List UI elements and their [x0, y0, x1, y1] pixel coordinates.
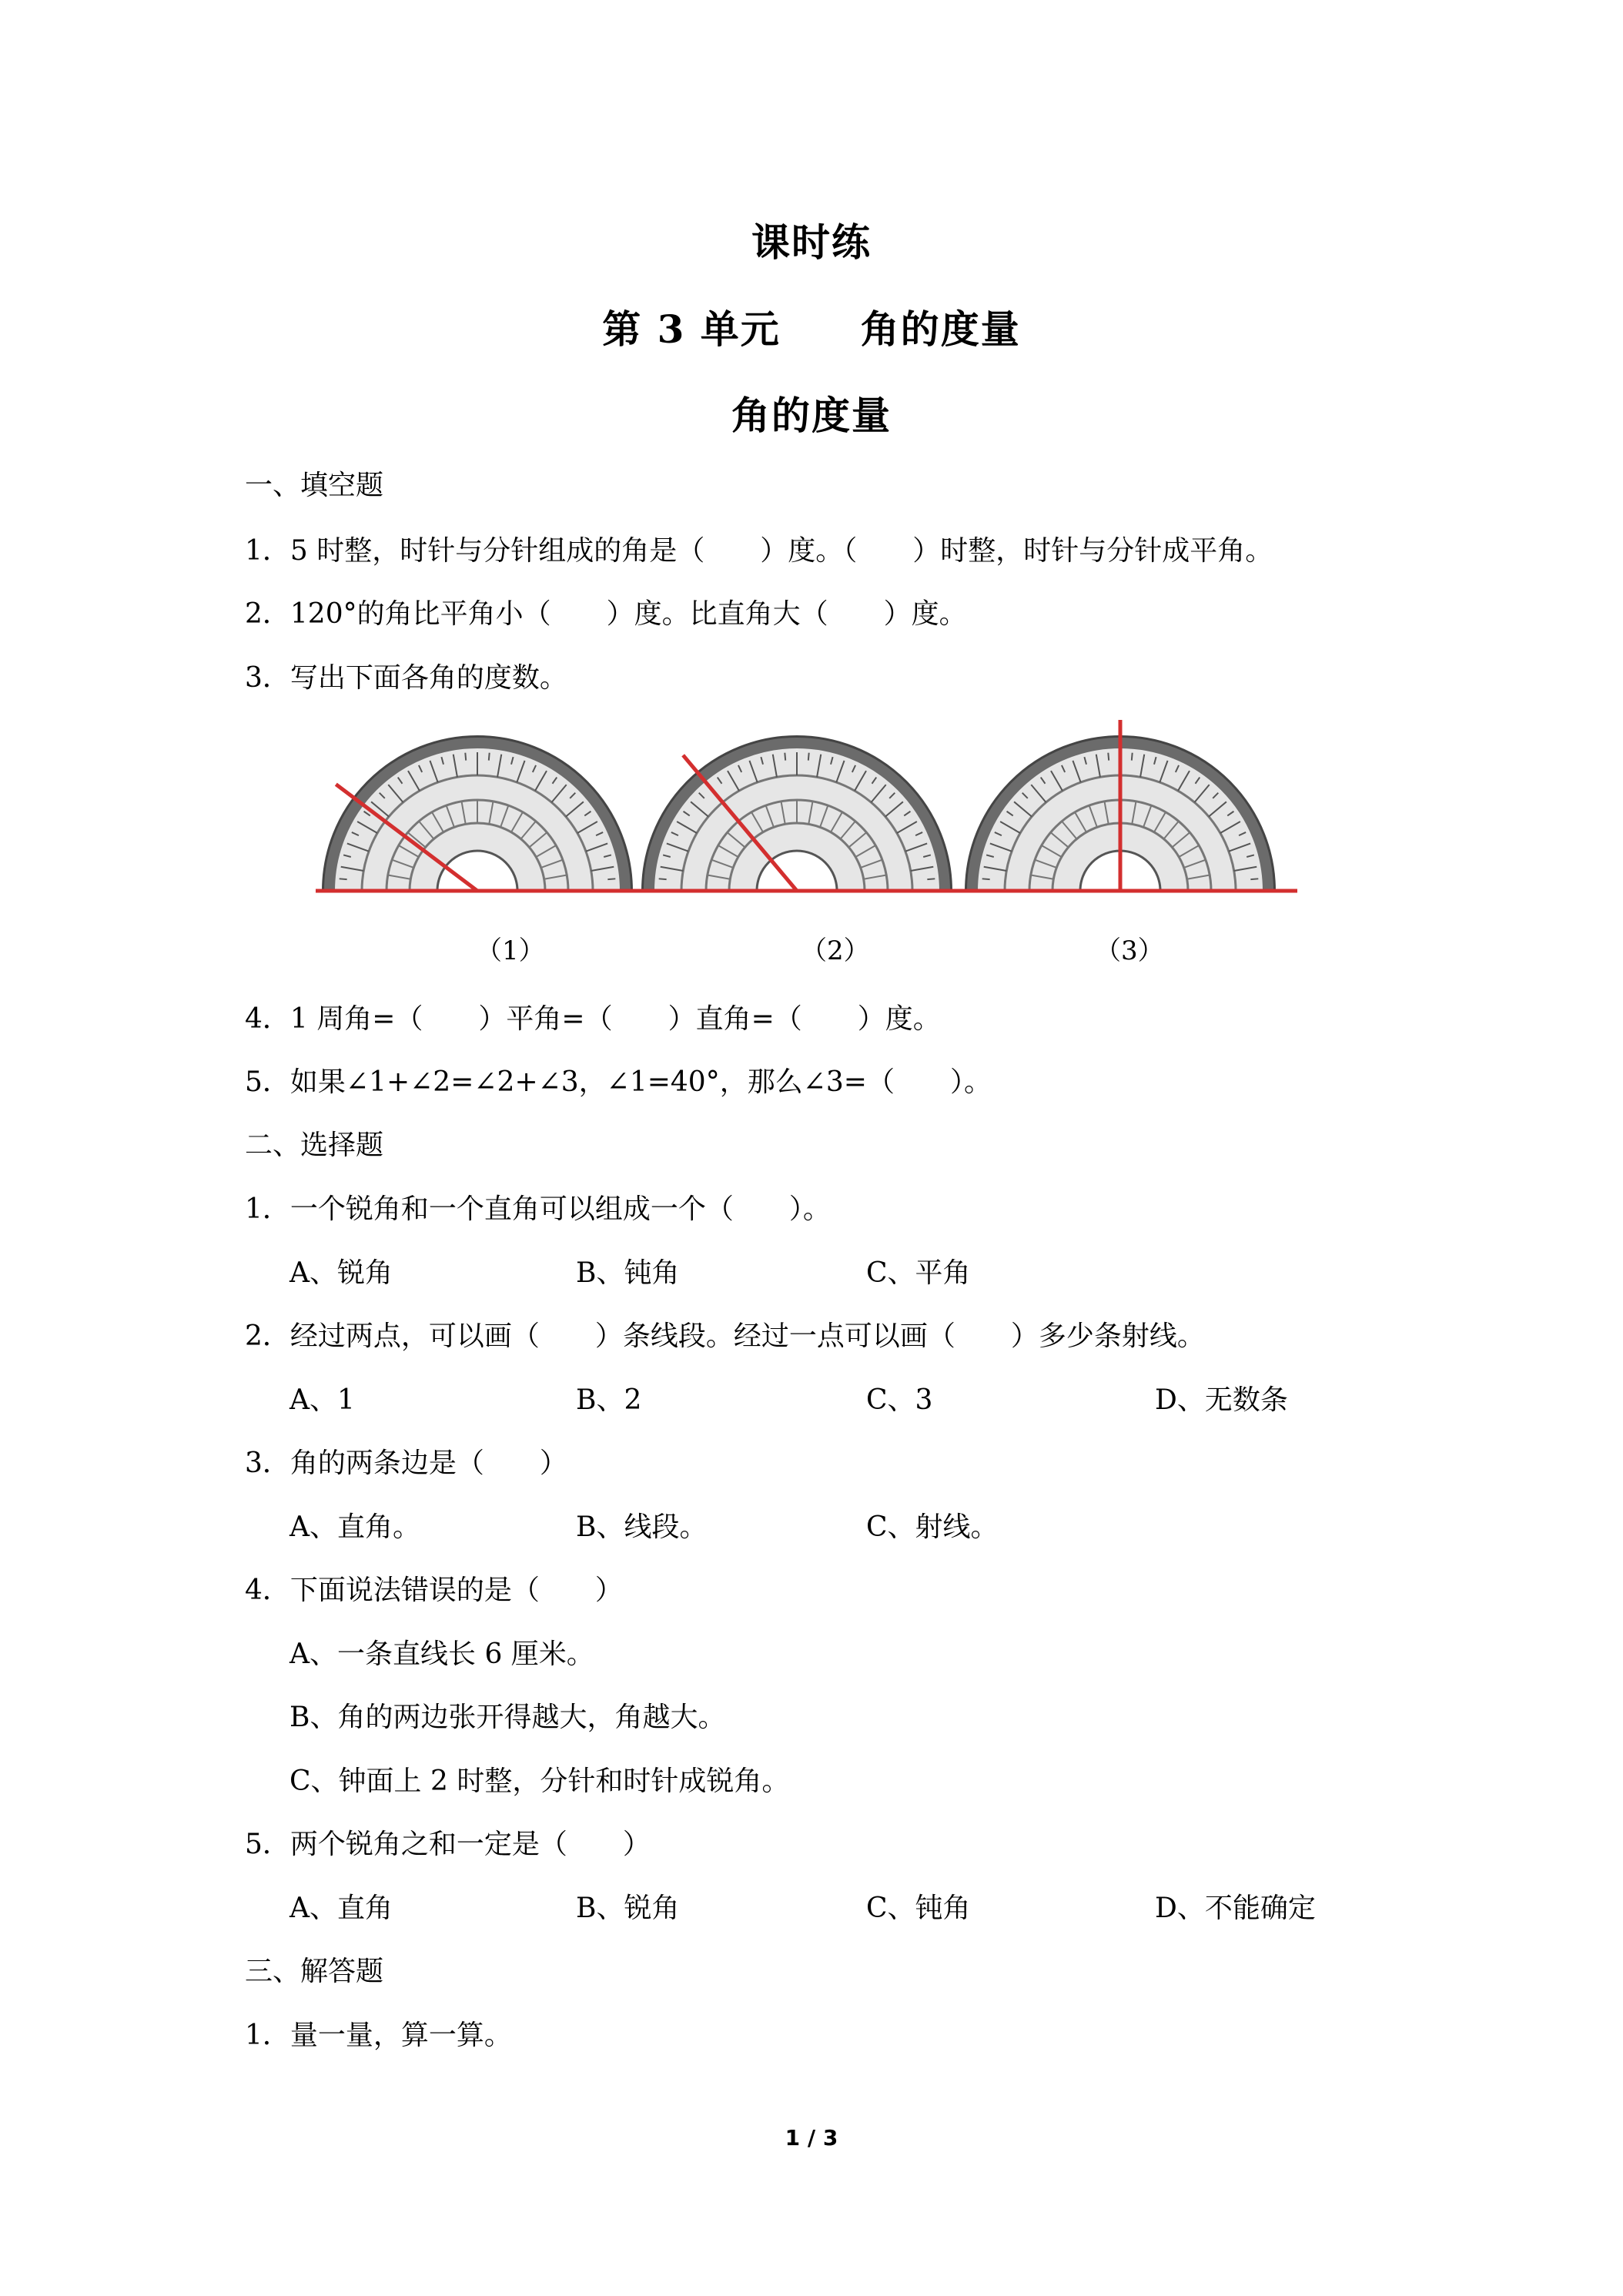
protractor-tick [1108, 753, 1109, 761]
figure-caption-1: （1） [476, 935, 545, 966]
s1-question-2: 2．120°的角比平角小（ ）度。比直角大（ ）度。 [245, 598, 967, 630]
s2-q1-option-c: C、平角 [866, 1257, 971, 1289]
s2-question-5: 5．两个锐角之和一定是（ ） [245, 1829, 651, 1860]
s2-q3-option-b: B、线段。 [576, 1511, 708, 1543]
lesson-title: 角的度量 [731, 393, 892, 438]
s2-q2-option-d: D、无数条 [1155, 1384, 1288, 1416]
s2-q5-option-b: B、锐角 [576, 1893, 680, 1924]
s2-q2-option-a: A、1 [289, 1384, 355, 1416]
s2-q2-option-b: B、2 [576, 1384, 642, 1416]
s1-question-5: 5．如果∠1+∠2=∠2+∠3，∠1=40°，那么∠3=（ ）。 [245, 1066, 992, 1098]
s2-q5-option-d: D、不能确定 [1155, 1893, 1316, 1924]
section3-heading: 三、解答题 [245, 1956, 384, 1987]
s2-question-1: 1．一个锐角和一个直角可以组成一个（ ）。 [245, 1193, 831, 1225]
unit-title: 第 3 单元 角的度量 [602, 306, 1021, 352]
figure-caption-2: （2） [801, 935, 870, 966]
s2-q3-option-c: C、射线。 [866, 1511, 999, 1543]
s2-q5-option-c: C、钝角 [866, 1893, 971, 1924]
worksheet-title: 课时练 [751, 219, 872, 265]
s1-question-3: 3．写出下面各角的度数。 [245, 662, 567, 694]
s2-q3-option-a: A、直角。 [289, 1511, 420, 1543]
protractor-2 [631, 737, 974, 891]
protractor-figures [316, 720, 1317, 905]
s1-question-1: 1．5 时整，时针与分针组成的角是（ ）度。（ ）时整，时针与分针成平角。 [245, 535, 1273, 567]
protractor-3 [955, 720, 1297, 891]
s3-question-1: 1．量一量，算一算。 [245, 2020, 512, 2051]
section1-heading: 一、填空题 [245, 470, 384, 501]
s2-question-3: 3．角的两条边是（ ） [245, 1448, 567, 1479]
s2-q5-option-a: A、直角 [289, 1893, 393, 1924]
protractor-tick [1132, 753, 1133, 761]
s2-q4-option-a: A、一条直线长 6 厘米。 [289, 1638, 594, 1670]
s2-q4-option-c: C、钟面上 2 时整，分针和时针成锐角。 [289, 1766, 790, 1797]
protractor-tick [465, 753, 466, 761]
s2-q1-option-a: A、锐角 [289, 1257, 393, 1289]
s2-question-2: 2．经过两点，可以画（ ）条线段。经过一点可以画（ ）多少条射线。 [245, 1320, 1205, 1352]
protractor-1 [316, 737, 654, 891]
s1-question-4: 4．1 周角=（ ）平角=（ ）直角=（ ）度。 [245, 1003, 941, 1035]
page-number: 1 / 3 [785, 2125, 838, 2150]
s2-question-4: 4．下面说法错误的是（ ） [245, 1575, 623, 1606]
protractor-tick [489, 753, 490, 761]
section2-heading: 二、选择题 [245, 1130, 384, 1161]
s2-q1-option-b: B、钝角 [576, 1257, 680, 1289]
s2-q4-option-b: B、角的两边张开得越大，角越大。 [289, 1702, 726, 1733]
figure-caption-3: （3） [1095, 935, 1164, 966]
protractor-tick [808, 753, 809, 761]
s2-q2-option-c: C、3 [866, 1384, 933, 1416]
